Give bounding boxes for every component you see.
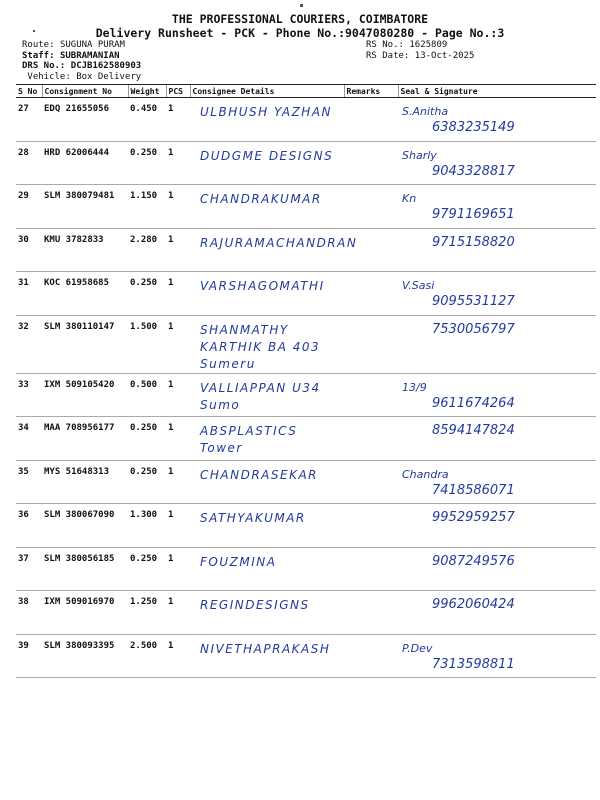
scan-mark: [300, 4, 303, 7]
cell-consignment: IXM 509105420: [42, 373, 128, 417]
cell-sno: 33: [16, 373, 42, 417]
cell-weight: 1.150: [128, 185, 166, 229]
cell-consignee: NIVETHAPRAKASH: [190, 634, 344, 678]
cell-consignment: HRD 62006444: [42, 141, 128, 185]
signature-text: Kn: [402, 192, 417, 205]
col-remarks: Remarks: [344, 85, 398, 98]
cell-weight: 0.250: [128, 547, 166, 591]
cell-signature: [398, 141, 596, 185]
route-value: SUGUNA PURAM: [59, 40, 125, 50]
cell-consignee: RAJURAMACHANDRAN: [190, 228, 344, 272]
cell-weight: 1.250: [128, 591, 166, 635]
phone-text: 9095531127: [432, 294, 515, 309]
signature-text: 13/9: [402, 380, 427, 394]
cell-signature: [398, 591, 596, 635]
cell-pcs: 1: [166, 141, 190, 185]
cell-consignment: SLM 380067090: [42, 504, 128, 548]
cell-consignee: CHANDRASEKAR: [190, 460, 344, 504]
cell-consignment: MYS 51648313: [42, 460, 128, 504]
cell-weight: 0.250: [128, 460, 166, 504]
drs-line: DRS No.: DCJB162580903: [22, 61, 142, 71]
rs-no-value: 1625809: [409, 40, 448, 50]
col-pcs: PCS: [166, 85, 190, 98]
table-row: [16, 417, 596, 461]
cell-sno: 30: [16, 228, 42, 272]
cell-remarks: [344, 417, 398, 461]
cell-remarks: [344, 547, 398, 591]
table-row: [16, 634, 596, 678]
runsheet-meta-right: [366, 40, 474, 61]
cell-sno: 28: [16, 141, 42, 185]
cell-consignment: SLM 380110147: [42, 315, 128, 373]
cell-consignment: EDQ 21655056: [42, 98, 128, 142]
cell-remarks: [344, 591, 398, 635]
cell-signature: [398, 373, 596, 417]
signature-text: Chandra: [402, 467, 449, 481]
signature-text: P.Dev: [402, 641, 433, 655]
cell-sno: 37: [16, 547, 42, 591]
rs-date-line: RS Date: 13-Oct-2025: [366, 50, 475, 61]
phone-text: 7530056797: [432, 321, 515, 337]
cell-sno: 36: [16, 504, 42, 548]
cell-weight: 1.300: [128, 504, 166, 548]
phone-text: 9952959257: [432, 510, 515, 525]
cell-consignee: CHANDRAKUMAR: [190, 185, 344, 229]
cell-pcs: 1: [166, 634, 190, 678]
company-title: THE PROFESSIONAL COURIERS, COIMBATORE: [171, 12, 429, 26]
cell-pcs: 1: [166, 98, 190, 142]
cell-pcs: 1: [166, 373, 190, 417]
cell-signature: [398, 272, 596, 316]
table-row: [16, 141, 596, 185]
cell-remarks: [344, 185, 398, 229]
table-row: [16, 98, 596, 142]
rs-no-line: RS No.: 1625809: [366, 40, 448, 50]
phone-text: 9087249576: [432, 553, 515, 569]
cell-consignment: SLM 380056185: [42, 547, 128, 591]
cell-signature: [398, 504, 596, 548]
cell-sno: 34: [16, 417, 42, 461]
phone-text: 7313598811: [432, 656, 515, 672]
cell-weight: 2.280: [128, 228, 166, 272]
cell-pcs: 1: [166, 315, 190, 373]
cell-signature: [398, 547, 596, 591]
col-seal-signature: Seal & Signature: [398, 85, 596, 98]
cell-sno: 29: [16, 185, 42, 229]
cell-consignee: ULBHUSH YAZHAN: [190, 98, 344, 142]
cell-signature: [398, 185, 596, 229]
cell-consignee: SATHYAKUMAR: [190, 504, 344, 548]
table-row: [16, 373, 596, 417]
cell-weight: 0.250: [128, 141, 166, 185]
signature-text: S.Anitha: [402, 105, 449, 118]
phone-text: 9791169651: [432, 207, 515, 222]
cell-pcs: 1: [166, 417, 190, 461]
cell-weight: 0.250: [128, 272, 166, 316]
phone-text: 9611674264: [432, 395, 515, 411]
cell-consignee: VALLIAPPAN U34 Sumo: [190, 373, 344, 417]
cell-pcs: 1: [166, 504, 190, 548]
table-row: [16, 315, 596, 373]
cell-consignee: FOUZMINA: [190, 547, 344, 591]
cell-remarks: [344, 373, 398, 417]
delivery-table: [16, 84, 596, 678]
staff-value: SUBRAMANIAN: [59, 50, 120, 61]
cell-sno: 35: [16, 460, 42, 504]
cell-consignment: IXM 509016970: [42, 591, 128, 635]
route-line: Route: SUGUNA PURAM: [22, 40, 125, 50]
phone-text: 9043328817: [432, 163, 515, 179]
cell-consignment: SLM 380093395: [42, 634, 128, 678]
col-consignee: Consignee Details: [190, 85, 344, 98]
cell-sno: 31: [16, 272, 42, 316]
cell-remarks: [344, 315, 398, 373]
col-weight: Weight: [128, 85, 166, 98]
table-row: [16, 228, 596, 272]
table-row: [16, 504, 596, 548]
cell-consignee: SHANMATHY KARTHIK BA 403 Sumeru: [190, 315, 344, 373]
phone-text: 9715158820: [432, 234, 515, 250]
drs-value: DCJB162580903: [70, 61, 142, 71]
cell-signature: [398, 98, 596, 142]
cell-pcs: 1: [166, 185, 190, 229]
table-header-row: [16, 85, 596, 98]
phone-text: 8594147824: [432, 423, 515, 438]
cell-sno: 39: [16, 634, 42, 678]
cell-consignee: REGINDESIGNS: [190, 591, 344, 635]
cell-consignment: SLM 380079481: [42, 185, 128, 229]
table-row: [16, 591, 596, 635]
cell-remarks: [344, 272, 398, 316]
cell-pcs: 1: [166, 272, 190, 316]
cell-weight: 2.500: [128, 634, 166, 678]
cell-remarks: [344, 98, 398, 142]
runsheet-subtitle: Delivery Runsheet - PCK - Phone No.:9047080280 - Page No.:3: [95, 26, 505, 40]
cell-consignment: MAA 708956177: [42, 417, 128, 461]
staff-line: Staff: SUBRAMANIAN: [22, 50, 120, 61]
cell-remarks: [344, 634, 398, 678]
phone-text: 9962060424: [432, 597, 515, 612]
vehicle-line: Vehicle: Box Delivery: [27, 71, 142, 82]
cell-signature: [398, 460, 596, 504]
rs-date-value: 13-Oct-2025: [414, 50, 475, 61]
cell-remarks: [344, 504, 398, 548]
cell-consignment: KMU 3782833: [42, 228, 128, 272]
cell-signature: [398, 228, 596, 272]
cell-pcs: 1: [166, 228, 190, 272]
table-row: [16, 460, 596, 504]
table-row: [16, 185, 596, 229]
table-row: [16, 547, 596, 591]
cell-consignee: ABSPLASTICS Tower: [190, 417, 344, 461]
signature-text: Sharly: [402, 148, 437, 162]
cell-pcs: 1: [166, 591, 190, 635]
cell-remarks: [344, 141, 398, 185]
cell-weight: 0.250: [128, 417, 166, 461]
cell-sno: 32: [16, 315, 42, 373]
phone-text: 7418586071: [432, 482, 515, 498]
signature-text: V.Sasi: [402, 279, 435, 292]
cell-weight: 0.500: [128, 373, 166, 417]
cell-weight: 1.500: [128, 315, 166, 373]
cell-sno: 27: [16, 98, 42, 142]
runsheet-meta-left: [22, 40, 141, 82]
vehicle-value: Box Delivery: [76, 71, 142, 82]
cell-pcs: 1: [166, 460, 190, 504]
cell-weight: 0.450: [128, 98, 166, 142]
col-sno: S No: [16, 85, 42, 98]
cell-pcs: 1: [166, 547, 190, 591]
cell-signature: [398, 315, 596, 373]
cell-signature: [398, 417, 596, 461]
cell-sno: 38: [16, 591, 42, 635]
cell-signature: [398, 634, 596, 678]
cell-remarks: [344, 460, 398, 504]
col-consignment: Consignment No: [42, 85, 128, 98]
phone-text: 6383235149: [432, 120, 515, 135]
cell-consignee: VARSHAGOMATHI: [190, 272, 344, 316]
table-row: [16, 272, 596, 316]
cell-consignment: KOC 61958685: [42, 272, 128, 316]
cell-consignee: DUDGME DESIGNS: [190, 141, 344, 185]
